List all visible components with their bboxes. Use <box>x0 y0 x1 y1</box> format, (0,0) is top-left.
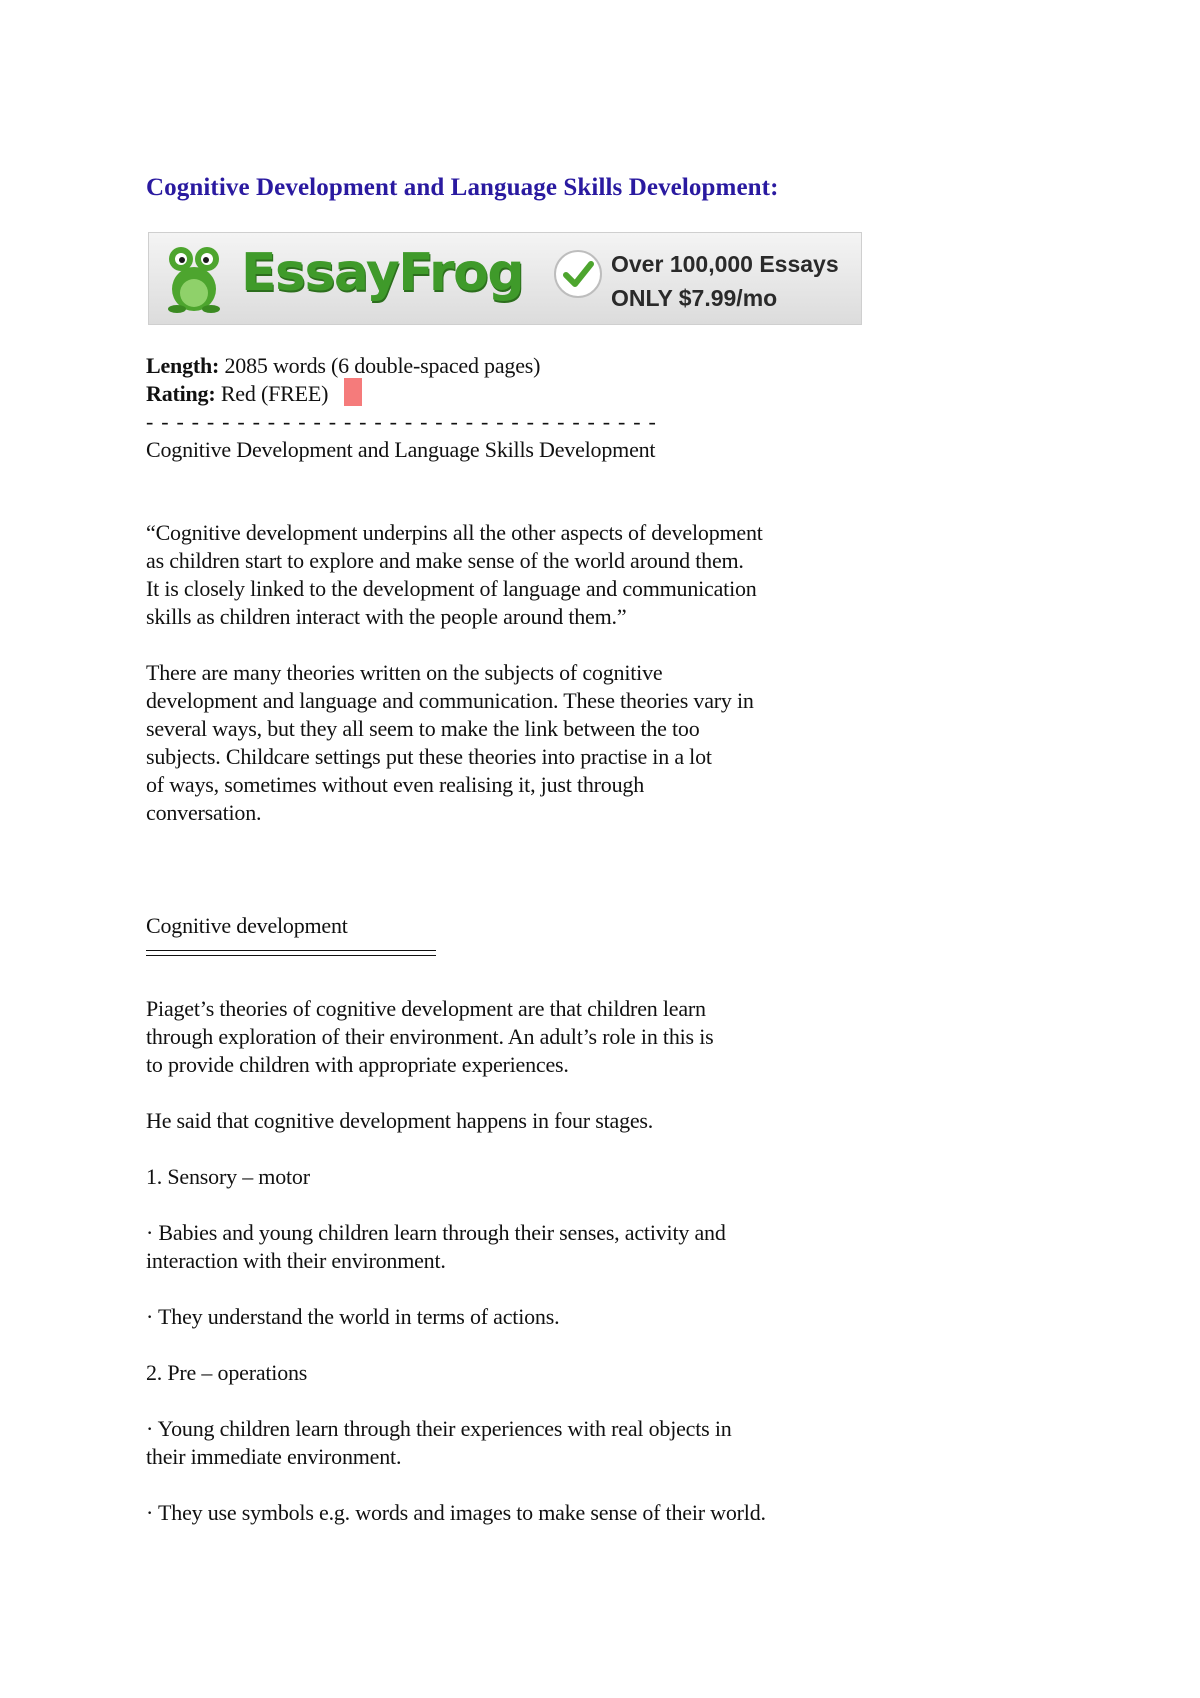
stage-1-title: 1. Sensory – motor <box>146 1164 310 1189</box>
piaget-line: Piaget’s theories of cognitive development are that children learn <box>146 996 706 1021</box>
frog-icon <box>165 241 223 315</box>
length-label: Length: <box>146 353 220 378</box>
quote-line: It is closely linked to the development of language and communication <box>146 576 757 601</box>
intro-line: several ways, but they all seem to make the link between the too <box>146 716 700 741</box>
stages-intro: He said that cognitive development happens in four stages. <box>146 1108 654 1133</box>
rating-color-swatch <box>344 378 362 406</box>
intro-line: of ways, sometimes without even realising it, just through <box>146 772 644 797</box>
document-title: Cognitive Development and Language Skills Development: <box>146 174 779 201</box>
length-value: 2085 words (6 double-spaced pages) <box>224 353 541 378</box>
promo-text <box>611 247 839 315</box>
rating-line <box>146 380 362 408</box>
promo-line-2: ONLY $7.99/mo <box>611 285 778 311</box>
piaget-line: through exploration of their environment. An adult’s role in this is <box>146 1024 714 1049</box>
separator-line: - - - - - - - - - - - - - - - - - - - - - - - - - - - - - - - - - - <box>146 409 657 434</box>
stage-1-bullet-line: · Babies and young children learn through their senses, activity and <box>146 1220 726 1245</box>
checkmark-icon <box>553 249 603 299</box>
section-heading-underline <box>146 950 436 956</box>
piaget-line: to provide children with appropriate experiences. <box>146 1052 569 1077</box>
document-heading: Cognitive Development and Language Skills Development <box>146 437 656 462</box>
stage-1-bullet-line: interaction with their environment. <box>146 1248 446 1273</box>
quote-line: “Cognitive development underpins all the other aspects of development <box>146 520 763 545</box>
stage-1-bullet-2: · They understand the world in terms of actions. <box>146 1304 560 1329</box>
brand-logo-text: EssayFrog <box>241 243 524 303</box>
stage-2-title: 2. Pre – operations <box>146 1360 308 1385</box>
section-heading: Cognitive development <box>146 913 348 938</box>
stage-2-bullet-line: · Young children learn through their experiences with real objects in <box>146 1416 732 1441</box>
rating-value: Red (FREE) <box>220 381 329 406</box>
intro-line: development and language and communication. These theories vary in <box>146 688 754 713</box>
length-line <box>146 352 540 380</box>
promo-line-1: Over 100,000 Essays <box>611 251 839 277</box>
stage-2-bullet-line: their immediate environment. <box>146 1444 402 1469</box>
intro-line: conversation. <box>146 800 262 825</box>
quote-line: as children start to explore and make sense of the world around them. <box>146 548 744 573</box>
quote-line: skills as children interact with the people around them.” <box>146 604 627 629</box>
rating-label: Rating: <box>146 381 216 406</box>
essayfrog-ad-banner[interactable] <box>148 232 862 325</box>
intro-line: There are many theories written on the subjects of cognitive <box>146 660 663 685</box>
intro-line: subjects. Childcare settings put these theories into practise in a lot <box>146 744 712 769</box>
stage-2-bullet-2: · They use symbols e.g. words and images to make sense of their world. <box>146 1500 766 1525</box>
